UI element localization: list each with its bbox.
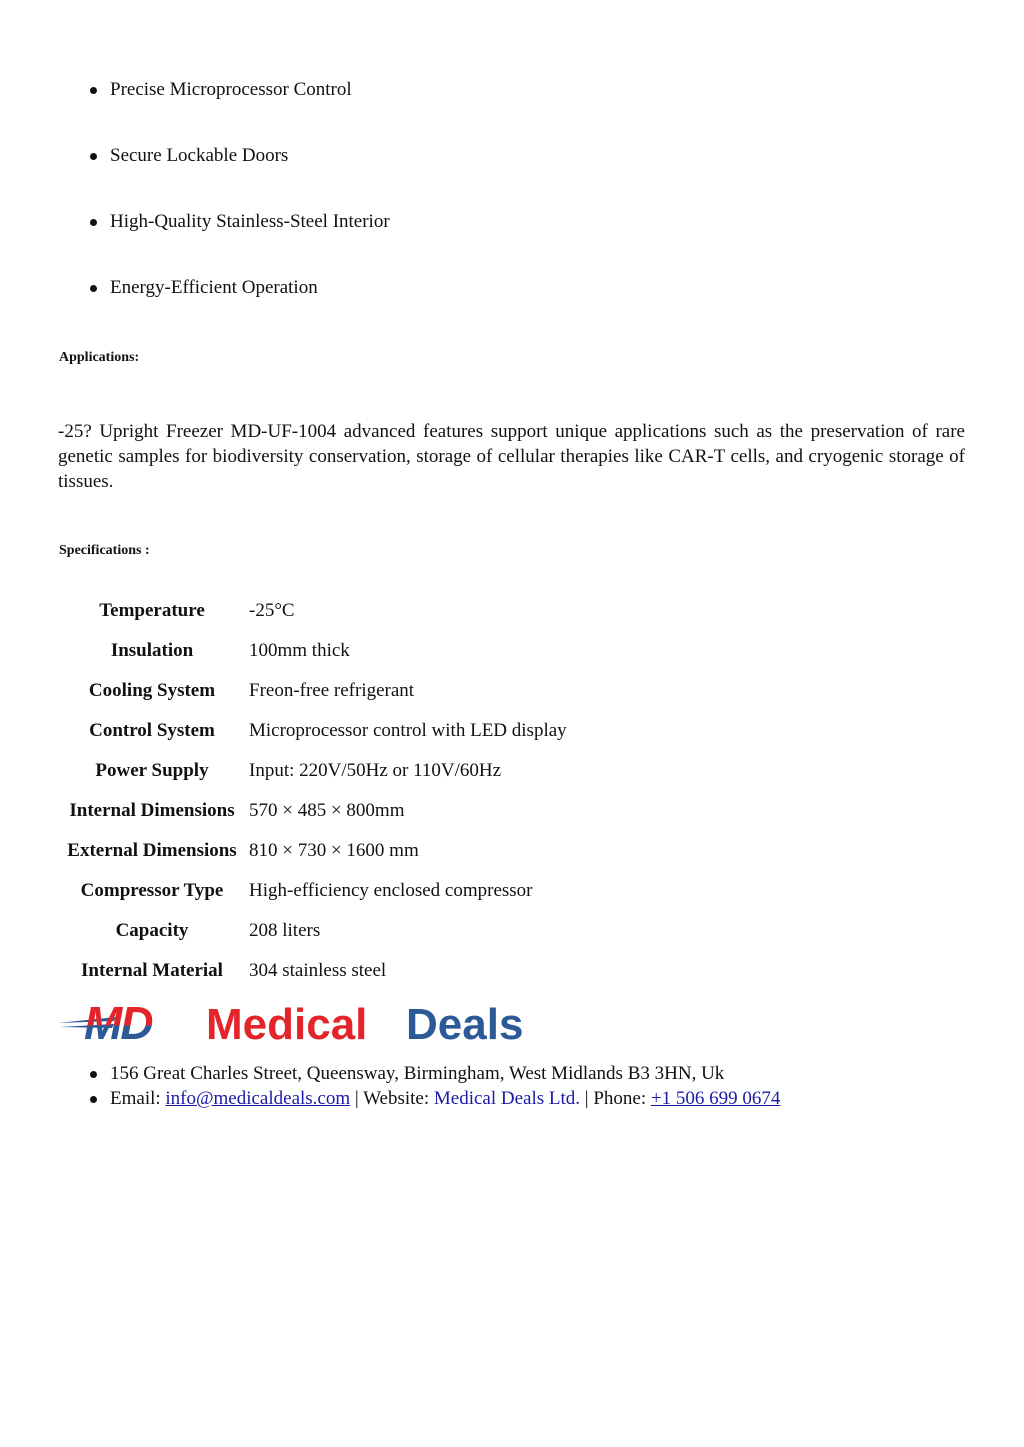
- spec-value: 208 liters: [249, 920, 321, 941]
- spec-key: Temperature: [99, 600, 205, 621]
- spec-key: Internal Material: [81, 960, 223, 981]
- bullet-icon: [90, 1096, 97, 1103]
- logo-mark: MD: [84, 997, 152, 1049]
- spec-value: 304 stainless steel: [249, 960, 387, 981]
- spec-row: [0, 599, 1024, 625]
- spec-row: [0, 959, 1024, 985]
- spec-key: Cooling System: [88, 680, 216, 701]
- spec-row: [0, 839, 1024, 865]
- phone-link[interactable]: +1 506 699 0674: [650, 1088, 781, 1109]
- spec-key: Capacity: [115, 920, 189, 941]
- spec-key: Insulation: [110, 640, 194, 661]
- feature-item: Precise Microprocessor Control: [110, 79, 352, 101]
- spec-row: [0, 799, 1024, 825]
- phone-label: | Phone:: [580, 1088, 651, 1109]
- email-link[interactable]: info@medicaldeals.com: [165, 1088, 351, 1109]
- bullet-icon: [90, 153, 97, 160]
- spec-value: Input: 220V/50Hz or 110V/60Hz: [249, 760, 502, 781]
- spec-value: High-efficiency enclosed compressor: [249, 880, 533, 901]
- specifications-heading: Specifications :: [59, 543, 150, 558]
- feature-item: Energy-Efficient Operation: [110, 277, 318, 299]
- spec-row: [0, 879, 1024, 905]
- contact-address: 156 Great Charles Street, Queensway, Birmingham, West Midlands B3 3HN, Uk: [110, 1063, 725, 1084]
- contact-address-item: [110, 1063, 724, 1085]
- medicaldeals-logo: [56, 997, 576, 1049]
- spec-key: Internal Dimensions: [69, 800, 235, 821]
- feature-item: Secure Lockable Doors: [110, 145, 288, 167]
- spec-row: [0, 919, 1024, 945]
- spec-value: Freon-free refrigerant: [249, 680, 415, 701]
- spec-row: [0, 719, 1024, 745]
- applications-heading: Applications:: [59, 350, 140, 365]
- spec-value: -25°C: [249, 600, 295, 621]
- spec-key: External Dimensions: [67, 840, 237, 861]
- spec-value: 570 × 485 × 800mm: [249, 800, 405, 821]
- website-label: | Website:: [350, 1088, 434, 1109]
- spec-value: Microprocessor control with LED display: [249, 720, 567, 741]
- applications-paragraph: -25? Upright Freezer MD-UF-1004 advanced features support unique applications such as the preservation of rare genetic samples for biodiversity conservation, storage of cellular therapies like CAR-T cells, and cryogenic storage of tissues.: [58, 421, 965, 492]
- spec-value: 100mm thick: [249, 640, 350, 661]
- logo-word-medical: Medical: [206, 1000, 368, 1049]
- bullet-icon: [90, 219, 97, 226]
- bullet-icon: [90, 285, 97, 292]
- logo-word-deals: Deals: [406, 1000, 524, 1049]
- spec-key: Compressor Type: [80, 880, 224, 901]
- feature-item: High-Quality Stainless-Steel Interior: [110, 211, 390, 233]
- website-link[interactable]: Medical Deals Ltd.: [433, 1088, 581, 1109]
- spec-row: [0, 679, 1024, 705]
- bullet-icon: [90, 87, 97, 94]
- spec-row: [0, 639, 1024, 665]
- spec-row: [0, 759, 1024, 785]
- bullet-icon: [90, 1071, 97, 1078]
- email-label: Email:: [110, 1088, 166, 1109]
- spec-value: 810 × 730 × 1600 mm: [249, 840, 419, 861]
- spec-key: Power Supply: [95, 760, 209, 781]
- spec-key: Control System: [89, 720, 215, 741]
- contact-links-item: [110, 1088, 780, 1110]
